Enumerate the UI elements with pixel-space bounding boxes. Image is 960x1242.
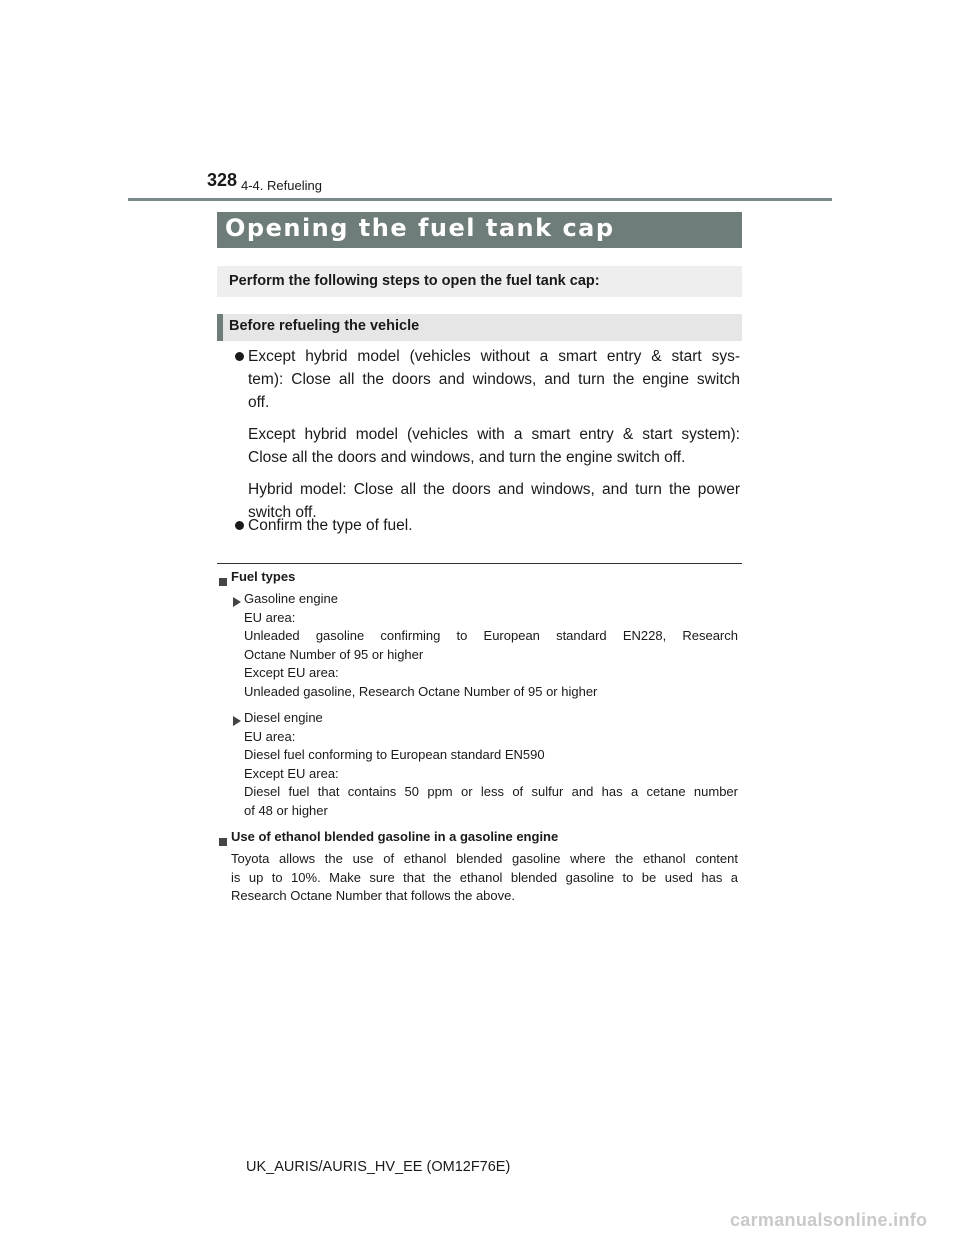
step-line: Hybrid model: Close all the doors and windows, and turn the power bbox=[248, 481, 740, 498]
gasoline-eu-text: Unleaded gasoline confirming to European standard EN228, Research bbox=[244, 628, 738, 644]
step-bullet-2: Confirm the type of fuel. bbox=[248, 517, 413, 534]
footer-doc-id: UK_AURIS/AURIS_HV_EE (OM12F76E) bbox=[246, 1159, 511, 1175]
page-title: Opening the fuel tank cap bbox=[225, 214, 615, 242]
diesel-non-eu-text: Diesel fuel that contains 50 ppm or less of sulfur and has a cetane number bbox=[244, 784, 738, 800]
gasoline-eu-label: EU area: bbox=[244, 609, 296, 625]
intro-text: Perform the following steps to open the fuel tank cap: bbox=[229, 273, 600, 289]
step-line: Except hybrid model (vehicles with a smart entry & start system): bbox=[248, 426, 740, 443]
note-square-icon bbox=[219, 573, 227, 591]
diesel-eu-label: EU area: bbox=[244, 728, 296, 744]
triangle-bullet-icon bbox=[233, 594, 241, 612]
gasoline-block bbox=[244, 590, 738, 702]
watermark: carmanualsonline.info bbox=[730, 1210, 928, 1230]
diesel-eu-text: Diesel fuel conforming to European standard EN590 bbox=[244, 747, 545, 763]
header-rule bbox=[128, 198, 832, 201]
diesel-block bbox=[244, 709, 738, 821]
gasoline-non-eu-label: Except EU area: bbox=[244, 665, 339, 681]
gasoline-eu-text: Octane Number of 95 or higher bbox=[244, 646, 424, 662]
step-bullet-1 bbox=[248, 345, 740, 524]
bullet-icon bbox=[235, 521, 244, 530]
ethanol-line: Toyota allows the use of ethanol blended gasoline where the ethanol content bbox=[231, 851, 738, 866]
note-heading-fuel-types: Fuel types bbox=[231, 569, 296, 584]
note-square-icon bbox=[219, 833, 227, 851]
note-heading-ethanol: Use of ethanol blended gasoline in a gasoline engine bbox=[231, 829, 559, 844]
diesel-non-eu-label: Except EU area: bbox=[244, 765, 339, 781]
ethanol-text bbox=[231, 850, 738, 906]
notes-divider bbox=[217, 563, 742, 564]
section-label: 4-4. Refueling bbox=[241, 178, 322, 193]
gasoline-non-eu-text: Unleaded gasoline, Research Octane Number of 95 or higher bbox=[244, 683, 598, 699]
gasoline-label: Gasoline engine bbox=[244, 591, 338, 606]
step-line: off. bbox=[248, 394, 270, 411]
step-line: tem): Close all the doors and windows, and turn the engine switch bbox=[248, 371, 740, 388]
diesel-label: Diesel engine bbox=[244, 710, 323, 725]
bullet-icon bbox=[235, 352, 244, 361]
ethanol-line: Research Octane Number that follows the above. bbox=[231, 888, 515, 904]
step-line: Except hybrid model (vehicles without a smart entry & start sys- bbox=[248, 348, 740, 365]
step-line: switch off. bbox=[248, 504, 317, 521]
step-line: Close all the doors and windows, and turn the engine switch off. bbox=[248, 449, 686, 466]
ethanol-line: is up to 10%. Make sure that the ethanol blended gasoline to be used has a bbox=[231, 869, 738, 885]
subheading-accent bbox=[217, 314, 223, 341]
triangle-bullet-icon bbox=[233, 713, 241, 731]
subheading-text: Before refueling the vehicle bbox=[229, 318, 420, 334]
diesel-non-eu-text: of 48 or higher bbox=[244, 802, 328, 818]
page-number: 328 bbox=[207, 170, 238, 190]
